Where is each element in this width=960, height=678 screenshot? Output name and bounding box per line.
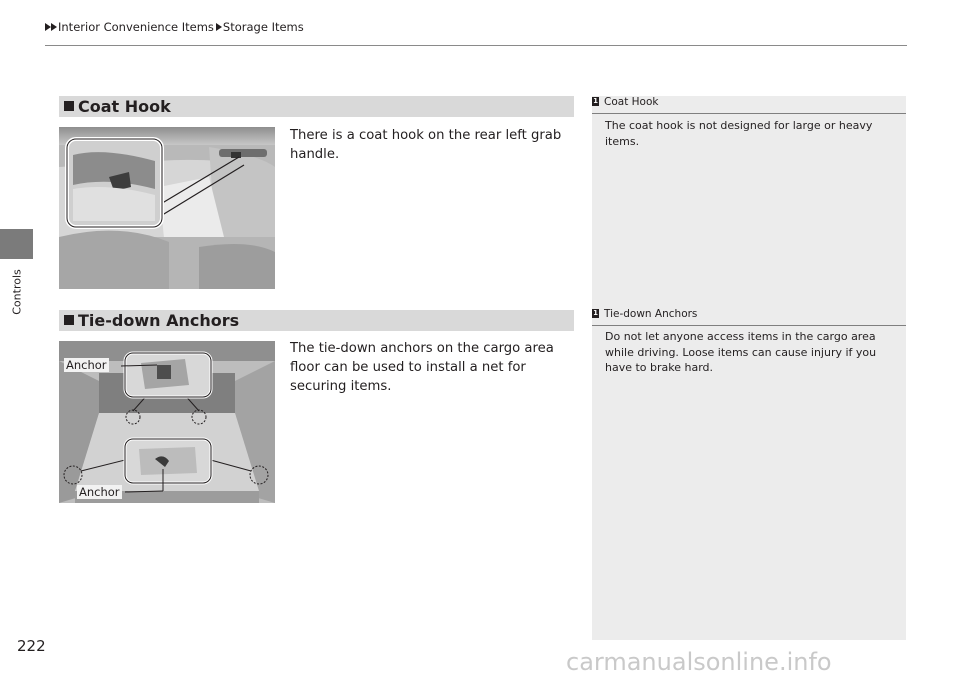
note-title-tie-down[interactable]: Tie-down Anchors <box>604 308 698 320</box>
note-header-tie-down <box>592 308 906 326</box>
section-square-icon <box>64 315 74 325</box>
breadcrumb-arrow-icon <box>51 23 57 31</box>
section-title-tie-down: Tie-down Anchors <box>78 311 240 330</box>
note-text-coat-hook: The coat hook is not designed for large or heavy items. <box>605 119 873 148</box>
section-header-tie-down <box>59 310 574 331</box>
section-square-icon <box>64 101 74 111</box>
section-title-coat-hook: Coat Hook <box>78 97 171 116</box>
note-marker-icon: 1 <box>593 97 598 105</box>
chapter-tab-text: Controls <box>10 269 23 315</box>
note-header-coat-hook <box>592 96 906 114</box>
section-header-coat-hook <box>59 96 574 117</box>
breadcrumb-item-interior[interactable]: Interior Convenience Items <box>58 20 214 34</box>
header-divider <box>45 45 907 46</box>
breadcrumb <box>45 20 304 34</box>
chapter-tab-label[interactable] <box>0 262 33 322</box>
chapter-tab-marker <box>0 229 33 259</box>
watermark: carmanualsonline.info <box>566 648 832 676</box>
callout-anchor-top: Anchor <box>66 358 107 372</box>
note-text-tie-down: Do not let anyone access items in the cargo area while driving. Loose items can cause injury if you have to brake hard. <box>605 330 877 374</box>
callout-anchor-bottom: Anchor <box>79 485 120 499</box>
tie-down-illustration <box>59 341 275 503</box>
note-title-coat-hook[interactable]: Coat Hook <box>604 96 659 108</box>
coat-hook-illustration-svg <box>59 127 275 289</box>
breadcrumb-arrow-icon <box>216 23 222 31</box>
breadcrumb-item-storage[interactable]: Storage Items <box>222 20 304 34</box>
note-marker-icon: 1 <box>593 309 598 317</box>
tie-down-description: The tie-down anchors on the cargo area floor can be used to install a net for securing items. <box>290 341 554 394</box>
page-number: 222 <box>17 637 46 655</box>
coat-hook-illustration <box>59 127 275 289</box>
coat-hook-description: There is a coat hook on the rear left grab handle. <box>290 128 562 162</box>
